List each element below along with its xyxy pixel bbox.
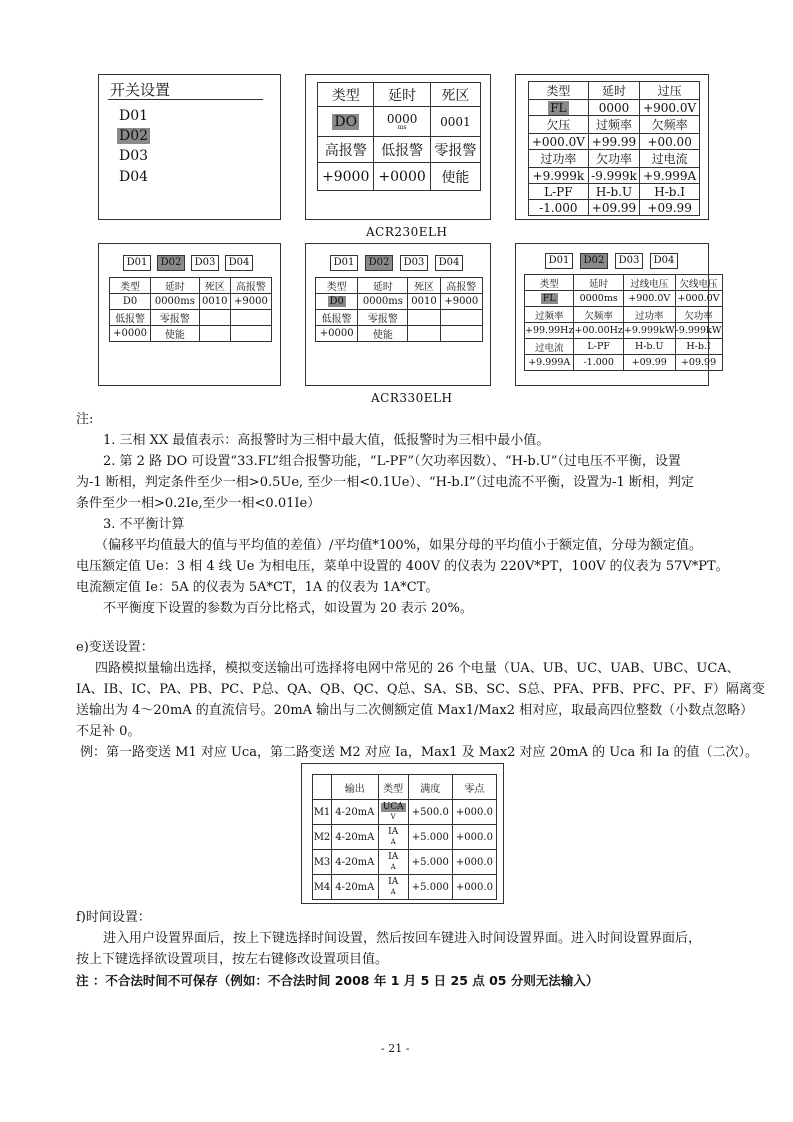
- cell[interactable]: 0001: [430, 107, 480, 137]
- do-grid-2: [315, 277, 483, 342]
- cell-text: +09.99: [680, 357, 717, 368]
- table-row: [529, 116, 700, 134]
- cell: [675, 339, 722, 355]
- cell-text: +000.0V: [531, 134, 585, 149]
- cell-text: +09.99: [631, 357, 667, 368]
- cell: [574, 339, 623, 355]
- cell: [316, 310, 358, 326]
- table-row: [529, 82, 700, 100]
- type-unit: V: [390, 813, 396, 821]
- p4-body: [110, 278, 272, 342]
- cell[interactable]: [574, 291, 623, 307]
- cell-text: +99.99: [591, 134, 637, 149]
- cell: [199, 310, 230, 326]
- cell: [199, 278, 230, 294]
- cell-text: H-b.I: [654, 184, 686, 199]
- cell-text: 零报警: [367, 314, 398, 325]
- cell-text: 低报警: [321, 314, 352, 325]
- cell: [588, 116, 640, 134]
- type-cell[interactable]: [378, 825, 408, 850]
- cell[interactable]: [574, 323, 623, 339]
- cell-text: 死区: [413, 282, 434, 293]
- cell-text: +09.99: [647, 200, 692, 215]
- note-label: 注:: [76, 412, 94, 427]
- switch-settings-panel: [98, 74, 281, 220]
- cell-text: 高报警: [446, 282, 477, 293]
- header-cell: 输出: [332, 775, 379, 800]
- do-table: [317, 82, 481, 191]
- header-cell: 零点: [452, 775, 496, 800]
- cell[interactable]: [623, 323, 675, 339]
- cell-text: D0: [122, 296, 138, 307]
- page-number: - 21 -: [381, 1042, 410, 1055]
- tab-d04[interactable]: D04: [225, 255, 253, 271]
- cell-text: 使能: [372, 330, 393, 341]
- cell-text: H-b.U: [634, 341, 664, 352]
- transmit-p4: 不足补 0。: [76, 724, 141, 739]
- cell-text: 过频率: [595, 118, 632, 132]
- cell: [440, 278, 482, 294]
- cell: [588, 184, 640, 200]
- tab-d03[interactable]: D03: [615, 253, 643, 269]
- full-scale-cell[interactable]: +500.0: [408, 800, 452, 825]
- cell-text: L-PF: [544, 184, 573, 199]
- cell[interactable]: [316, 326, 358, 342]
- tab-d02[interactable]: D02: [365, 255, 393, 271]
- cell-text: 0000ms: [154, 296, 195, 307]
- table-row: [529, 100, 700, 116]
- cell[interactable]: [525, 291, 574, 307]
- cell-text: +900.0V: [628, 293, 671, 304]
- p5-body: [316, 278, 483, 342]
- cell: [316, 278, 358, 294]
- do-grid-1: [109, 277, 272, 342]
- output-table: [312, 774, 497, 900]
- cell-text: H-b.I: [686, 341, 711, 352]
- output-cell[interactable]: 4-20mA: [332, 800, 379, 825]
- cell-text: +000.0V: [677, 293, 720, 304]
- zero-cell[interactable]: +000.0: [452, 875, 496, 900]
- cell: [675, 307, 722, 323]
- cell-text: H-b.U: [595, 184, 633, 199]
- alarm-table: [528, 81, 700, 216]
- cell[interactable]: [151, 294, 200, 310]
- section-e-heading: e)变送设置：: [76, 640, 154, 655]
- tab-d01[interactable]: D01: [123, 255, 151, 271]
- cell[interactable]: [623, 355, 675, 371]
- full-scale-cell[interactable]: +5.000: [408, 850, 452, 875]
- time-setting-p2: 按上下键选择欲设置项目，按左右键修改设置项目值。: [76, 952, 389, 967]
- note-1: 1. 三相 XX 最值表示：高报警时为三相中最大值，低报警时为三相中最小值。: [103, 433, 550, 448]
- cell-text: 0010: [202, 296, 228, 307]
- table-row: [316, 326, 483, 342]
- zero-cell[interactable]: +000.0: [452, 800, 496, 825]
- cell-text: +900.0V: [643, 100, 697, 115]
- cell-text: FL: [550, 100, 567, 115]
- cell-text: +0000: [113, 328, 147, 339]
- cell: [640, 184, 700, 200]
- cell[interactable]: [529, 200, 589, 216]
- table-row: [110, 310, 272, 326]
- table-row: [525, 291, 723, 307]
- cell[interactable]: [318, 107, 374, 137]
- cell[interactable]: [110, 326, 151, 342]
- cell[interactable]: [588, 168, 640, 184]
- cell: 零报警: [430, 137, 480, 163]
- p6-body: [525, 275, 723, 371]
- cell: [623, 339, 675, 355]
- cell-text: 0000ms: [362, 296, 403, 307]
- cell: [408, 310, 440, 326]
- cell-text: -1.000: [583, 357, 614, 368]
- cell-text: 过电流: [651, 152, 688, 166]
- title-underline: [108, 99, 263, 100]
- cell[interactable]: 使能: [430, 163, 480, 191]
- cell: [675, 275, 722, 291]
- table-row: [316, 294, 483, 310]
- cell: 死区: [430, 83, 480, 107]
- header-cell: 类型: [378, 775, 408, 800]
- cell: [525, 307, 574, 323]
- cell[interactable]: [640, 168, 700, 184]
- cell[interactable]: [110, 294, 151, 310]
- time-setting-p1: 进入用户设置界面后，按上下键选择时间设置，然后按回车键进入时间设置界面。进入时间设置界面后，: [103, 931, 702, 946]
- do-tab-panel-1: [98, 243, 281, 386]
- cell: [529, 116, 589, 134]
- cell-text: 0000: [598, 100, 630, 115]
- cell-text: -1.000: [539, 200, 578, 215]
- cell[interactable]: +9000: [318, 163, 374, 191]
- cell-text: +00.00: [647, 134, 692, 149]
- cell-text: 0010: [411, 296, 437, 307]
- cell-text: 欠功率: [684, 310, 713, 322]
- type-unit: A: [390, 838, 396, 846]
- cell[interactable]: [623, 291, 675, 307]
- table-row: [525, 275, 723, 291]
- cell-text: D0: [329, 296, 344, 307]
- menu-item-d02[interactable]: D02: [119, 128, 149, 144]
- cell-text: +99.99Hz: [525, 325, 574, 336]
- cell-text: 过功率: [634, 310, 664, 322]
- caption-acr230elh: ACR230ELH: [366, 225, 448, 239]
- cell: 低报警: [374, 137, 430, 163]
- transmit-p3: 送输出为 4～20mA 的直流信号。20mA 输出与二次侧额定值 Max1/Max2 相对应，取最高四位整数（小数点忽略）: [76, 703, 754, 718]
- cell: [525, 275, 574, 291]
- cell[interactable]: [358, 326, 408, 342]
- zero-cell[interactable]: +000.0: [452, 850, 496, 875]
- cell: [525, 339, 574, 355]
- menu-item-d04[interactable]: D04: [119, 169, 149, 185]
- row-label: M4: [313, 875, 332, 900]
- table-row: [316, 278, 483, 294]
- cell[interactable]: [529, 100, 589, 116]
- type-cell[interactable]: [378, 800, 408, 825]
- header-cell: [313, 775, 332, 800]
- output-panel: [301, 763, 504, 904]
- cell: [230, 278, 271, 294]
- cell[interactable]: [199, 326, 230, 342]
- tab-d01[interactable]: D01: [330, 255, 358, 271]
- cell[interactable]: [199, 294, 230, 310]
- cell: [440, 310, 482, 326]
- cell[interactable]: [675, 355, 722, 371]
- cell-text: 过压: [657, 84, 682, 98]
- cell-text: 欠功率: [595, 152, 632, 166]
- time-setting-note: 注 ：不合法时间不可保存（例如：不合法时间 2008 年 1 月 5 日 25 点 05 分则无法输入）: [76, 973, 599, 988]
- cell-text: +9000: [444, 296, 479, 307]
- cell[interactable]: [374, 107, 430, 137]
- cell[interactable]: [675, 291, 722, 307]
- cell[interactable]: [230, 294, 271, 310]
- voltage-rating: 电压额定值 Ue：3 相 4 线 Ue 为相电压，菜单中设置的 400V 的仪表为 220V*PT，100V 的仪表为 57V*PT。: [76, 559, 729, 574]
- cell-text: 延时: [601, 84, 626, 98]
- current-rating: 电流额定值 Ie：5A 的仪表为 5A*CT，1A 的仪表为 1A*CT。: [76, 580, 439, 595]
- cell[interactable]: [440, 326, 482, 342]
- row-label: M2: [313, 825, 332, 850]
- alarm-grid: [524, 274, 723, 371]
- panel-title: 开关设置: [110, 81, 171, 99]
- cell: [358, 278, 408, 294]
- row-label: M3: [313, 850, 332, 875]
- tab-d02[interactable]: D02: [580, 253, 608, 269]
- alarm-params-panel: [515, 74, 709, 220]
- cell[interactable]: [640, 100, 700, 116]
- cell-text: 过线电压: [630, 278, 669, 290]
- cell[interactable]: [440, 294, 482, 310]
- cell-text: 欠频率: [584, 310, 613, 322]
- type-value: IA: [388, 877, 399, 887]
- tab-d04[interactable]: D04: [435, 255, 463, 271]
- cell: [640, 116, 700, 134]
- cell: 类型: [318, 83, 374, 107]
- cell-text: +09.99: [591, 200, 637, 215]
- cell-text: -9.999kW: [675, 325, 722, 336]
- cell-text: 延时: [372, 282, 393, 293]
- cell: [110, 310, 151, 326]
- table-row: [529, 200, 700, 216]
- cell-text: +9.999A: [528, 357, 571, 368]
- cell-text: 零报警: [159, 314, 190, 325]
- transmit-p1: 四路模拟量输出选择，模拟变送输出可选择将电网中常见的 26 个电量（UA、UB、UC、UAB、UBC、UCA、: [95, 661, 740, 676]
- cell: 高报警: [318, 137, 374, 163]
- cell-text: 类型: [546, 84, 571, 98]
- cell[interactable]: [588, 134, 640, 150]
- cell: [588, 150, 640, 168]
- p3-body: [529, 82, 700, 216]
- cell[interactable]: [151, 326, 200, 342]
- cell: [574, 307, 623, 323]
- cell-text: 欠线电压: [679, 278, 718, 290]
- menu-item-d03[interactable]: D03: [119, 148, 149, 164]
- cell[interactable]: [316, 294, 358, 310]
- cell: [588, 82, 640, 100]
- cell[interactable]: [529, 134, 589, 150]
- output-cell[interactable]: 4-20mA: [332, 875, 379, 900]
- cell-text: 类型: [539, 278, 559, 290]
- cell-text: +0000: [319, 328, 354, 339]
- cell-text: 使能: [164, 330, 185, 341]
- table-row: [110, 294, 272, 310]
- transmit-example: 例：第一路变送 M1 对应 Uca，第二路变送 M2 对应 Ia，Max1 及 Max2 对应 20mA 的 Uca 和 Ia 的值（二次）。: [80, 745, 758, 760]
- cell[interactable]: [358, 294, 408, 310]
- table-row: [529, 184, 700, 200]
- do-tab-panel-2: [305, 243, 491, 386]
- do-type-value[interactable]: DO: [334, 113, 358, 130]
- cell: [230, 310, 271, 326]
- cell: [529, 184, 589, 200]
- do-settings-panel: [305, 74, 491, 220]
- tab-d03[interactable]: D03: [191, 255, 219, 271]
- cell-text: -9.999k: [591, 168, 637, 183]
- table-row: [110, 326, 272, 342]
- type-value: IA: [388, 852, 399, 862]
- table-row: [525, 355, 723, 371]
- cell: [151, 278, 200, 294]
- cell: [151, 310, 200, 326]
- menu-item-d01[interactable]: D01: [119, 108, 149, 124]
- table-row: [525, 323, 723, 339]
- zero-cell[interactable]: +000.0: [452, 825, 496, 850]
- cell: [110, 278, 151, 294]
- output-cell[interactable]: 4-20mA: [332, 850, 379, 875]
- cell: [640, 150, 700, 168]
- tab-d01[interactable]: D01: [545, 253, 573, 269]
- full-scale-cell[interactable]: +5.000: [408, 825, 452, 850]
- table-row: [529, 168, 700, 184]
- cell[interactable]: [529, 168, 589, 184]
- cell[interactable]: [230, 326, 271, 342]
- cell-text: 欠压: [546, 118, 571, 132]
- cell-text: +9.999kW: [623, 325, 675, 336]
- cell: 延时: [374, 83, 430, 107]
- cell: [623, 307, 675, 323]
- cell-text: 类型: [120, 282, 141, 293]
- cell[interactable]: [588, 100, 640, 116]
- tab-d04[interactable]: D04: [650, 253, 678, 269]
- cell-text: 延时: [164, 282, 185, 293]
- tab-d03[interactable]: D03: [400, 255, 428, 271]
- alarm-tab-panel: [515, 243, 722, 386]
- cell-text: 过功率: [540, 152, 577, 166]
- cell-text: +00.00Hz: [574, 325, 623, 336]
- table-row: [110, 278, 272, 294]
- table-row: [529, 150, 700, 168]
- table-row: [525, 339, 723, 355]
- cell-text: L-PF: [587, 341, 610, 352]
- unit-ms: ms: [397, 123, 407, 131]
- type-unit: A: [390, 863, 396, 871]
- cell[interactable]: [640, 134, 700, 150]
- cell-text: 欠频率: [651, 118, 688, 132]
- cell[interactable]: +0000: [374, 163, 430, 191]
- cell-text: FL: [542, 293, 556, 304]
- full-scale-cell[interactable]: +5.000: [408, 875, 452, 900]
- cell-text: 0000ms: [579, 293, 618, 304]
- output-cell[interactable]: 4-20mA: [332, 825, 379, 850]
- cell-text: 高报警: [235, 282, 266, 293]
- tab-d02[interactable]: D02: [157, 255, 185, 271]
- cell[interactable]: [525, 355, 574, 371]
- note-3: 3. 不平衡计算: [103, 517, 185, 532]
- cell-text: +9.999k: [532, 168, 585, 183]
- section-f-heading: f)时间设置：: [76, 910, 151, 925]
- header-cell: 满度: [408, 775, 452, 800]
- cell: [358, 310, 408, 326]
- transmit-p2: IA、IB、IC、PA、PB、PC、P总、QA、QB、QC、Q总、SA、SB、SC、S总、PFA、PFB、PFC、PF、F）隔离变: [76, 682, 765, 697]
- cell[interactable]: [525, 323, 574, 339]
- cell-text: 低报警: [115, 314, 146, 325]
- cell-text: +9000: [234, 296, 268, 307]
- table-row: [316, 310, 483, 326]
- cell: [623, 275, 675, 291]
- cell: [529, 150, 589, 168]
- cell[interactable]: [640, 200, 700, 216]
- type-value: UCA: [382, 802, 404, 812]
- table-row: [525, 307, 723, 323]
- row-label: M1: [313, 800, 332, 825]
- type-unit: A: [390, 888, 396, 896]
- cell-text: 延时: [589, 278, 609, 290]
- type-cell[interactable]: [378, 850, 408, 875]
- formula: （偏移平均值最大的值与平均值的差值）/平均值*100%，如果分母的平均值小于额定值，分母为额定值。: [95, 538, 703, 553]
- cell-text: +9.999A: [643, 168, 697, 183]
- type-value: IA: [388, 827, 399, 837]
- caption-acr330elh: ACR330ELH: [371, 391, 453, 405]
- cell: [574, 275, 623, 291]
- note-2: 2. 第 2 路 DO 可设置“33.FL”组合报警功能，“L-PF”（欠功率因数）、“H-b.U”（过电压不平衡，设置: [103, 454, 681, 469]
- cell-text: 过频率: [534, 310, 564, 322]
- cell-text: 类型: [326, 282, 347, 293]
- cell[interactable]: [574, 355, 623, 371]
- cell-text: 过电流: [534, 342, 564, 354]
- delay-value: 0000: [386, 111, 418, 126]
- table-row: [529, 134, 700, 150]
- cell: [640, 82, 700, 100]
- cell[interactable]: [408, 326, 440, 342]
- cell: [529, 82, 589, 100]
- cell[interactable]: [408, 294, 440, 310]
- note-2-cont2: 条件至少一相>0.2Ie,至少一相<0.01Ie）: [76, 496, 321, 511]
- cell[interactable]: [588, 200, 640, 216]
- cell: [408, 278, 440, 294]
- cell[interactable]: [675, 323, 722, 339]
- note-2-cont: 为-1 断相，判定条件至少一相>0.5Ue, 至少一相<0.1Ue）、“H-b.I”（过电流不平衡，设置为-1 断相，判定: [76, 475, 694, 490]
- cell-text: 死区: [204, 282, 225, 293]
- type-cell[interactable]: [378, 875, 408, 900]
- percent-note: 不平衡度下设置的参数为百分比格式，如设置为 20 表示 20%。: [103, 601, 473, 616]
